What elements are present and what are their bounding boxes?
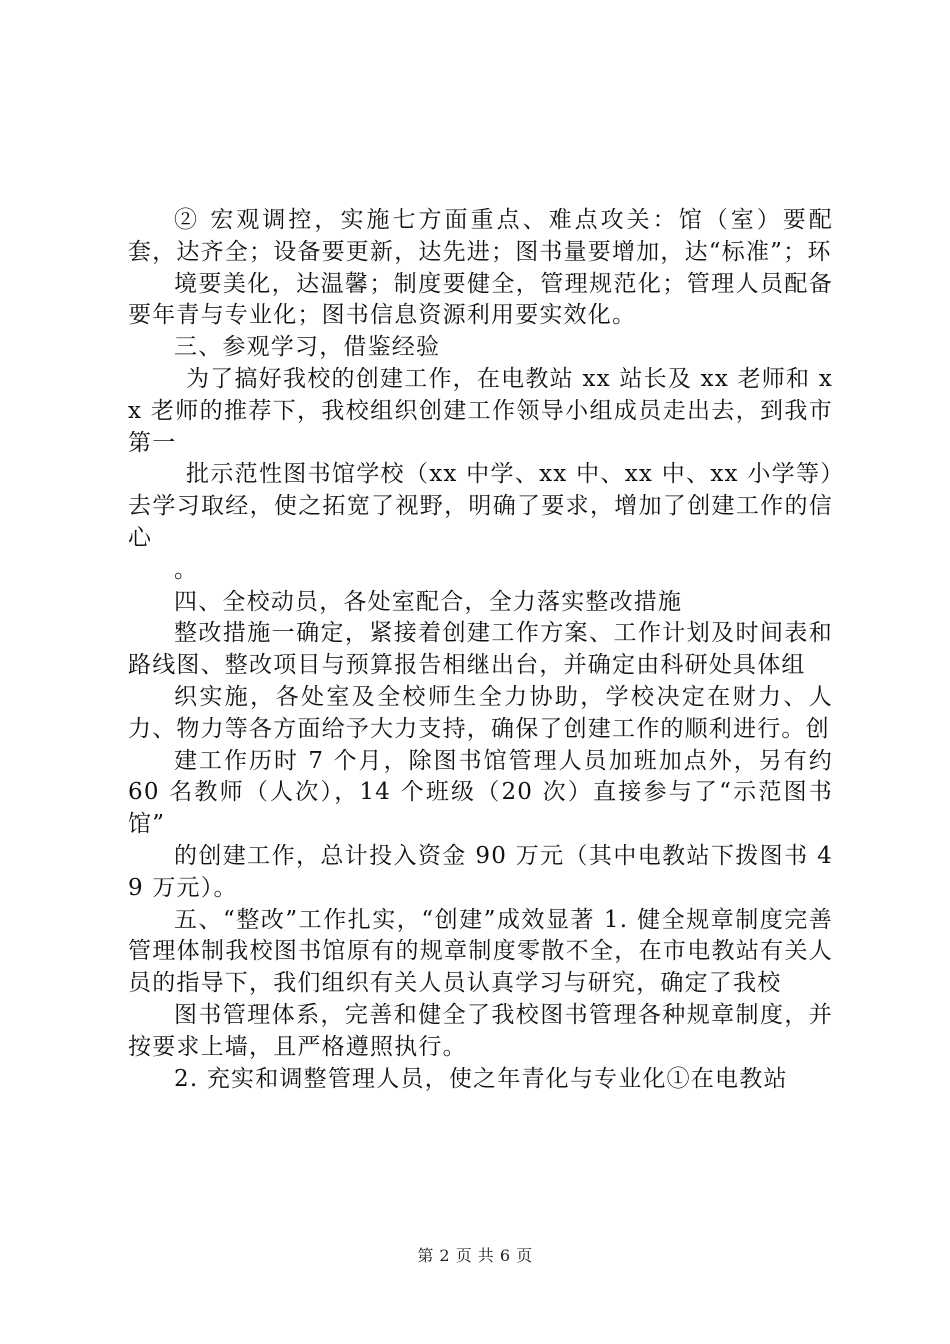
paragraph-demo-schools: 批示范性图书馆学校（xx 中学、xx 中、xx 中、xx 小学等）去学习取经，使之拓宽了视野，明确了要求，增加了创建工作的信心	[128, 461, 833, 551]
paragraph-macro-control: ② 宏观调控，实施七方面重点、难点攻关：馆（室）要配套，达齐全；设备要更新，达先进；图书量要增加，达“标准”；环	[128, 207, 833, 265]
paragraph-investment: 的创建工作，总计投入资金 90 万元（其中电教站下拨图书 49 万元）。	[128, 842, 833, 901]
page-number-footer: 第 2 页 共 6 页	[417, 1246, 533, 1265]
heading-section-five: 五、“整改”工作扎实，“创建”成效显著 1. 健全规章制度完善管理体制我校图书馆原有的规章制度零散不全，在市电教站有关人员的指导下，我们组织有关人员认真学习与研究，确定了我校	[128, 906, 833, 997]
heading-section-four: 四、全校动员，各处室配合，全力落实整改措施	[174, 588, 683, 615]
document-body	[128, 205, 833, 1095]
paragraph-management-system: 图书管理体系，完善和健全了我校图书管理各种规章制度，并按要求上墙，且严格遵照执行。	[128, 1001, 833, 1060]
paragraph-rectification: 整改措施一确定，紧接着创建工作方案、工作计划及时间表和路线图、整改项目与预算报告相继出台，并确定由科研处具体组	[128, 620, 833, 679]
paragraph-period: 。	[174, 556, 199, 583]
heading-section-three: 三、参观学习，借鉴经验	[174, 334, 441, 361]
paragraph-staff: 2. 充实和调整管理人员，使之年青化与专业化①在电教站	[174, 1065, 788, 1092]
paragraph-environment: 境要美化，达温馨；制度要健全，管理规范化；管理人员配备要年青与专业化；图书信息资源利用要实效化。	[128, 270, 833, 329]
paragraph-visit-learning: 为了搞好我校的创建工作，在电教站 xx 站长及 xx 老师和 xx 老师的推荐下，我校组织创建工作领导小组成员走出去，到我市第一	[128, 365, 833, 456]
paragraph-implementation: 织实施，各处室及全校师生全力协助，学校决定在财力、人力、物力等各方面给予大力支持，确保了创建工作的顺利进行。创	[128, 683, 833, 742]
paragraph-duration: 建工作历时 7 个月，除图书馆管理人员加班加点外，另有约 60 名教师（人次），14 个班级（20 次）直接参与了“示范图书馆”	[128, 747, 833, 838]
